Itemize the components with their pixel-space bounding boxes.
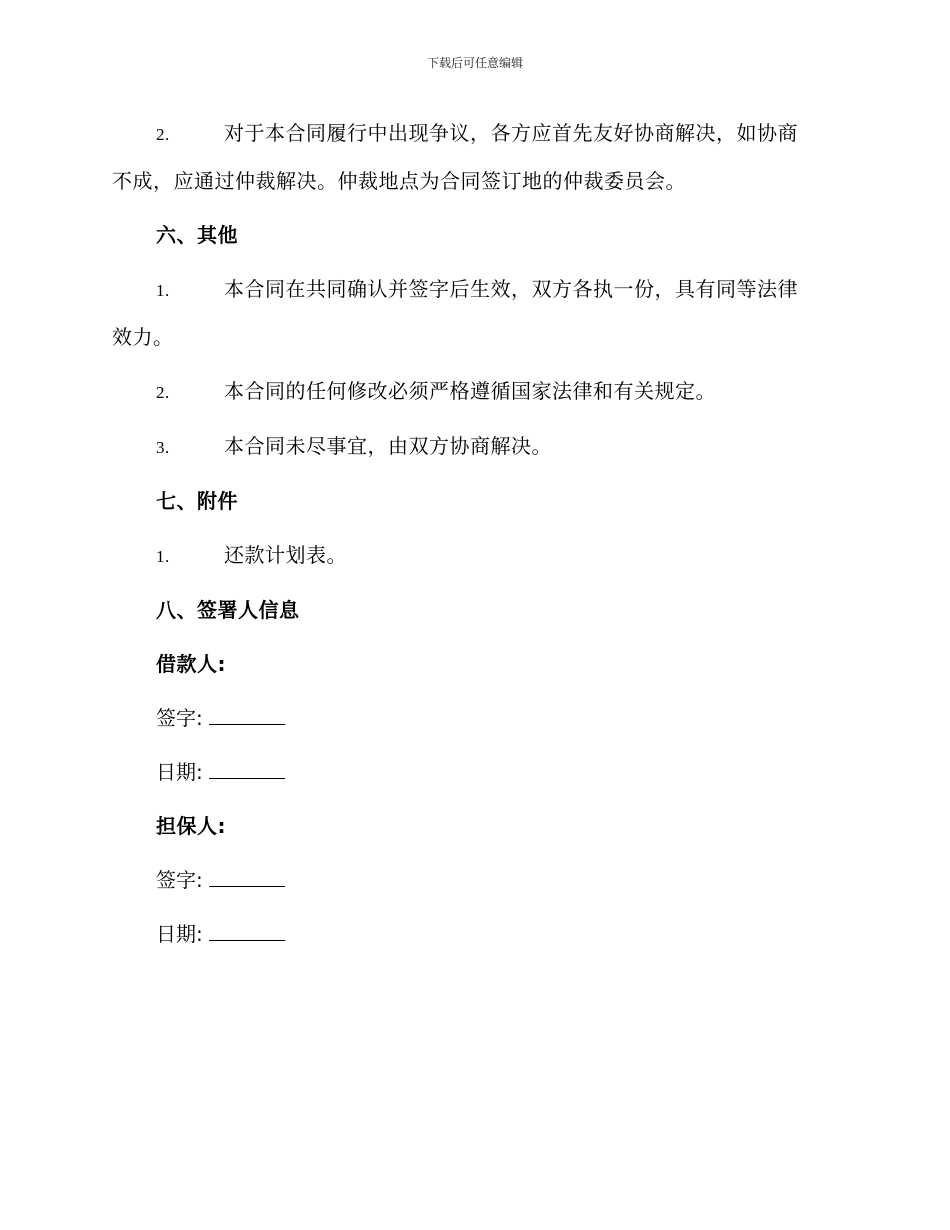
section-6-item-3 [112, 423, 834, 471]
item-text: 还款计划表。 [224, 543, 347, 567]
date-label: 日期: [156, 760, 203, 784]
signature-blank [209, 706, 285, 725]
clause-text-line2: 不成，应通过仲裁解决。仲裁地点为合同签订地的仲裁委员会。 [112, 169, 686, 193]
section-7-item-1 [112, 532, 834, 580]
item-text-line2: 效力。 [112, 325, 174, 349]
guarantor-date-line [156, 911, 834, 958]
item-number: 2. [156, 383, 170, 402]
item-text: 本合同未尽事宜，由双方协商解决。 [224, 434, 552, 458]
borrower-signature-line [156, 695, 834, 742]
date-blank [209, 922, 285, 941]
item-text: 本合同的任何修改必须严格遵循国家法律和有关规定。 [224, 379, 716, 403]
date-blank [209, 760, 285, 779]
clause-text-line1: 对于本合同履行中出现争议，各方应首先友好协商解决，如协商 [224, 121, 798, 145]
page-header: 下载后可任意编辑 [426, 56, 523, 70]
guarantor-label: 担保人: [156, 814, 226, 838]
date-label: 日期: [156, 922, 203, 946]
clause-5-2 [112, 110, 834, 205]
guarantor-signature-line [156, 857, 834, 904]
document-body [112, 110, 834, 965]
item-text-line1: 本合同在共同确认并签字后生效，双方各执一份，具有同等法律 [224, 277, 798, 301]
item-number: 1. [156, 281, 170, 300]
section-6-item-1 [112, 266, 834, 361]
item-number: 3. [156, 438, 170, 457]
signature-label: 签字: [156, 868, 203, 892]
section-6-title: 六、其他 [156, 223, 238, 247]
section-8-title: 八、签署人信息 [156, 598, 300, 622]
signature-blank [209, 868, 285, 887]
section-6-item-2 [112, 368, 834, 416]
clause-number: 2. [156, 125, 170, 144]
section-7-title: 七、附件 [156, 489, 238, 513]
signature-label: 签字: [156, 706, 203, 730]
item-number: 1. [156, 547, 170, 566]
borrower-date-line [156, 749, 834, 796]
borrower-label: 借款人: [156, 652, 226, 676]
